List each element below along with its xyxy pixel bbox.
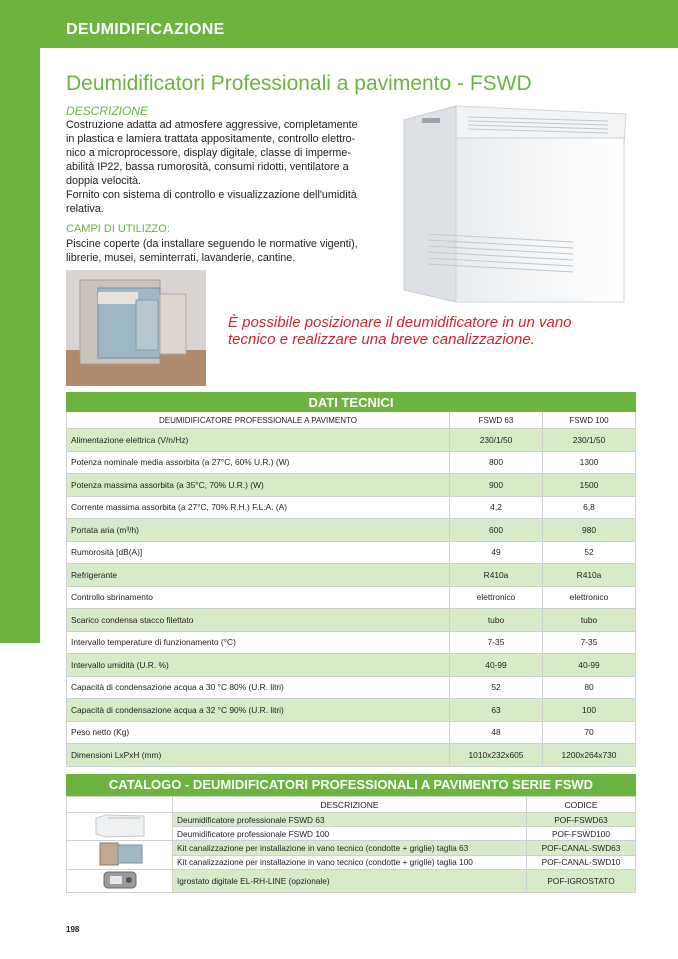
tech-value: 900 — [450, 474, 543, 497]
tech-value: elettronico — [543, 586, 636, 609]
tech-row — [67, 699, 636, 722]
catalog-column-header: DESCRIZIONE — [173, 797, 527, 813]
tech-parameter: Alimentazione elettrica (V/n/Hz) — [67, 429, 450, 452]
tech-value: 1500 — [543, 474, 636, 497]
tech-row — [67, 541, 636, 564]
tech-parameter: Potenza nominale media assorbita (a 27°C, 60% U.R.) (W) — [67, 451, 450, 474]
catalog-code: POF-IGROSTATO — [527, 870, 636, 893]
tech-parameter: Controllo sbrinamento — [67, 586, 450, 609]
tech-row — [67, 744, 636, 767]
usage-label: CAMPI DI UTILIZZO: — [66, 223, 170, 235]
page-title: Deumidificatori Professionali a pavimento - FSWD — [66, 72, 532, 95]
tech-column-header: DEUMIDIFICATORE PROFESSIONALE A PAVIMENTO — [67, 412, 450, 429]
catalog-section — [66, 774, 636, 893]
tech-parameter: Capacità di condensazione acqua a 32 °C 90% (U.R. litri) — [67, 699, 450, 722]
catalog-description: Deumidificatore professionale FSWD 63 — [173, 813, 527, 827]
tech-value: 6,8 — [543, 496, 636, 519]
tech-table-title: DATI TECNICI — [67, 393, 636, 412]
note-line: È possibile posizionare il deumidificatore in un vano — [228, 314, 572, 331]
catalog-table — [66, 796, 636, 893]
tech-row — [67, 564, 636, 587]
tech-value: 800 — [450, 451, 543, 474]
catalog-description: Kit canalizzazione per installazione in vano tecnico (condotte + griglie) taglia 63 — [173, 841, 527, 856]
installation-note — [228, 314, 628, 348]
tech-value: 230/1/50 — [543, 429, 636, 452]
tech-value: 49 — [450, 541, 543, 564]
tech-row — [67, 609, 636, 632]
tech-value: 7-35 — [543, 631, 636, 654]
note-line: tecnico e realizzare una breve canalizzazione. — [228, 331, 535, 348]
catalog-code: POF-CANAL-SWD63 — [527, 841, 636, 856]
description-line: relativa. — [66, 203, 104, 215]
tech-row — [67, 721, 636, 744]
description-line: Fornito con sistema di controllo e visualizzazione dell'umidità — [66, 189, 357, 201]
installation-image — [66, 270, 206, 386]
tech-row — [67, 496, 636, 519]
catalog-description: Kit canalizzazione per installazione in vano tecnico (condotte + griglie) taglia 100 — [173, 855, 527, 870]
tech-value: 1010x232x605 — [450, 744, 543, 767]
catalog-description: Deumidificatore professionale FSWD 100 — [173, 827, 527, 841]
usage-line: Piscine coperte (da installare seguendo le normative vigenti), — [66, 238, 358, 250]
tech-parameter: Refrigerante — [67, 564, 450, 587]
tech-row — [67, 586, 636, 609]
catalog-code: POF-FSWD100 — [527, 827, 636, 841]
tech-value: 230/1/50 — [450, 429, 543, 452]
tech-value: 1300 — [543, 451, 636, 474]
catalog-thumb-header — [67, 797, 173, 813]
tech-row — [67, 676, 636, 699]
tech-value: 100 — [543, 699, 636, 722]
usage-text — [66, 237, 378, 265]
tech-column-header: FSWD 63 — [450, 412, 543, 429]
catalog-column-header: CODICE — [527, 797, 636, 813]
tech-value: elettronico — [450, 586, 543, 609]
tech-column-header: FSWD 100 — [543, 412, 636, 429]
tech-parameter: Dimensioni LxPxH (mm) — [67, 744, 450, 767]
tech-value: 52 — [543, 541, 636, 564]
tech-value: tubo — [450, 609, 543, 632]
tech-value: R410a — [543, 564, 636, 587]
tech-row — [67, 429, 636, 452]
product-image — [398, 102, 630, 308]
tech-row — [67, 654, 636, 677]
tech-data-table — [66, 392, 636, 767]
tech-value: 40-99 — [450, 654, 543, 677]
tech-value: 63 — [450, 699, 543, 722]
tech-row — [67, 451, 636, 474]
tech-value: 48 — [450, 721, 543, 744]
tech-parameter: Scarico condensa stacco filettato — [67, 609, 450, 632]
description-line: nico a microprocessore, display digitale, classe di imperme- — [66, 147, 352, 159]
tech-value: 70 — [543, 721, 636, 744]
tech-value: 7-35 — [450, 631, 543, 654]
tech-value: 980 — [543, 519, 636, 542]
tech-row — [67, 519, 636, 542]
description-label: DESCRIZIONE — [66, 104, 149, 118]
tech-parameter: Portata aria (m³/h) — [67, 519, 450, 542]
tech-parameter: Corrente massima assorbita (a 27°C, 70% R.H.) F.L.A. (A) — [67, 496, 450, 519]
tech-value: 80 — [543, 676, 636, 699]
tech-parameter: Peso netto (Kg) — [67, 721, 450, 744]
tech-value: 4,2 — [450, 496, 543, 519]
description-line: in plastica e lamiera trattata appositamente, controllo elettro- — [66, 133, 356, 145]
usage-line: librerie, musei, seminterrati, lavanderie, cantine. — [66, 252, 296, 264]
catalog-description: Igrostato digitale EL-RH-LINE (opzionale) — [173, 870, 527, 893]
section-title: DEUMIDIFICAZIONE — [66, 21, 225, 38]
tech-value: R410a — [450, 564, 543, 587]
description-line: abilità IP22, bassa rumorosità, consumi ridotti, ventilatore a — [66, 161, 349, 173]
kit-thumbnail — [67, 841, 173, 870]
tech-parameter: Capacità di condensazione acqua a 30 °C 80% (U.R. litri) — [67, 676, 450, 699]
tech-value: 600 — [450, 519, 543, 542]
tech-parameter: Potenza massima assorbita (a 35°C, 70% U.R.) (W) — [67, 474, 450, 497]
catalog-title: CATALOGO - DEUMIDIFICATORI PROFESSIONALI A PAVIMENTO SERIE FSWD — [66, 774, 636, 796]
description-line: doppia velocità. — [66, 175, 142, 187]
tech-value: tubo — [543, 609, 636, 632]
tech-row — [67, 631, 636, 654]
page-number: 198 — [66, 925, 80, 934]
catalog-code: POF-FSWD63 — [527, 813, 636, 827]
description-text — [66, 118, 378, 216]
side-band — [0, 48, 40, 643]
description-line: Costruzione adatta ad atmosfere aggressive, completamente — [66, 119, 358, 131]
catalog-code: POF-CANAL-SWD10 — [527, 855, 636, 870]
hygrostat-thumbnail — [67, 870, 173, 893]
tech-row — [67, 474, 636, 497]
tech-parameter: Intervallo temperature di funzionamento (°C) — [67, 631, 450, 654]
tech-value: 1200x264x730 — [543, 744, 636, 767]
tech-value: 52 — [450, 676, 543, 699]
tech-value: 40-99 — [543, 654, 636, 677]
tech-parameter: Intervallo umidità (U.R. %) — [67, 654, 450, 677]
product-thumbnail — [67, 813, 173, 841]
tech-parameter: Rumorosità [dB(A)] — [67, 541, 450, 564]
